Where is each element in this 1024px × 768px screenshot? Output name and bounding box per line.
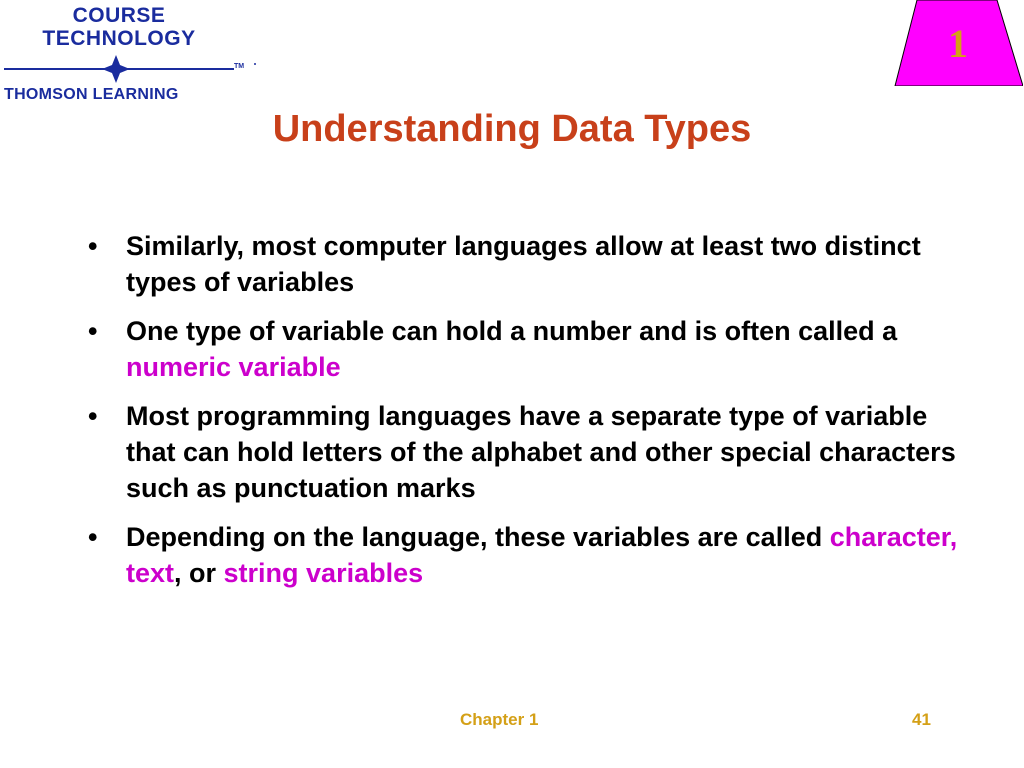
highlighted-term: character, text (126, 522, 958, 588)
slide-title: Understanding Data Types (272, 108, 752, 150)
bullet-item (88, 519, 968, 591)
chapter-badge (893, 0, 1023, 86)
bullet-text: Most programming languages have a separate type of variable that can hold letters of the alphabet and other special characters such as punctuation marks (126, 401, 956, 503)
bullet-item (88, 313, 968, 385)
course-technology-logo (4, 2, 256, 106)
logo-line-thomson-learning: THOMSON LEARNING (4, 86, 179, 103)
bullet-item (88, 398, 968, 506)
svg-text:TM: TM (234, 63, 245, 70)
logo-line-course: COURSE (72, 4, 166, 27)
chapter-badge-number: 1 (948, 21, 968, 66)
bullet-text: Similarly, most computer languages allow at least two distinct types of variables (126, 231, 921, 297)
footer-page-number: 41 (912, 710, 931, 729)
bullet-dot: • (88, 316, 98, 346)
bullet-dot: • (88, 401, 98, 431)
bullet-text: , or (174, 558, 224, 588)
bullet-text: Depending on the language, these variables are called (126, 522, 830, 552)
bullet-text: One type of variable can hold a number and is often called a (126, 316, 898, 346)
highlighted-term: string variables (223, 558, 424, 588)
logo-line-technology: TECHNOLOGY (42, 27, 196, 50)
bullet-dot: • (88, 522, 98, 552)
bullet-item (88, 228, 968, 300)
highlighted-term: numeric variable (126, 352, 341, 382)
bullet-list (88, 228, 968, 604)
footer-chapter: Chapter 1 (460, 710, 539, 729)
star-icon (4, 52, 256, 86)
bullet-dot: • (88, 231, 98, 261)
